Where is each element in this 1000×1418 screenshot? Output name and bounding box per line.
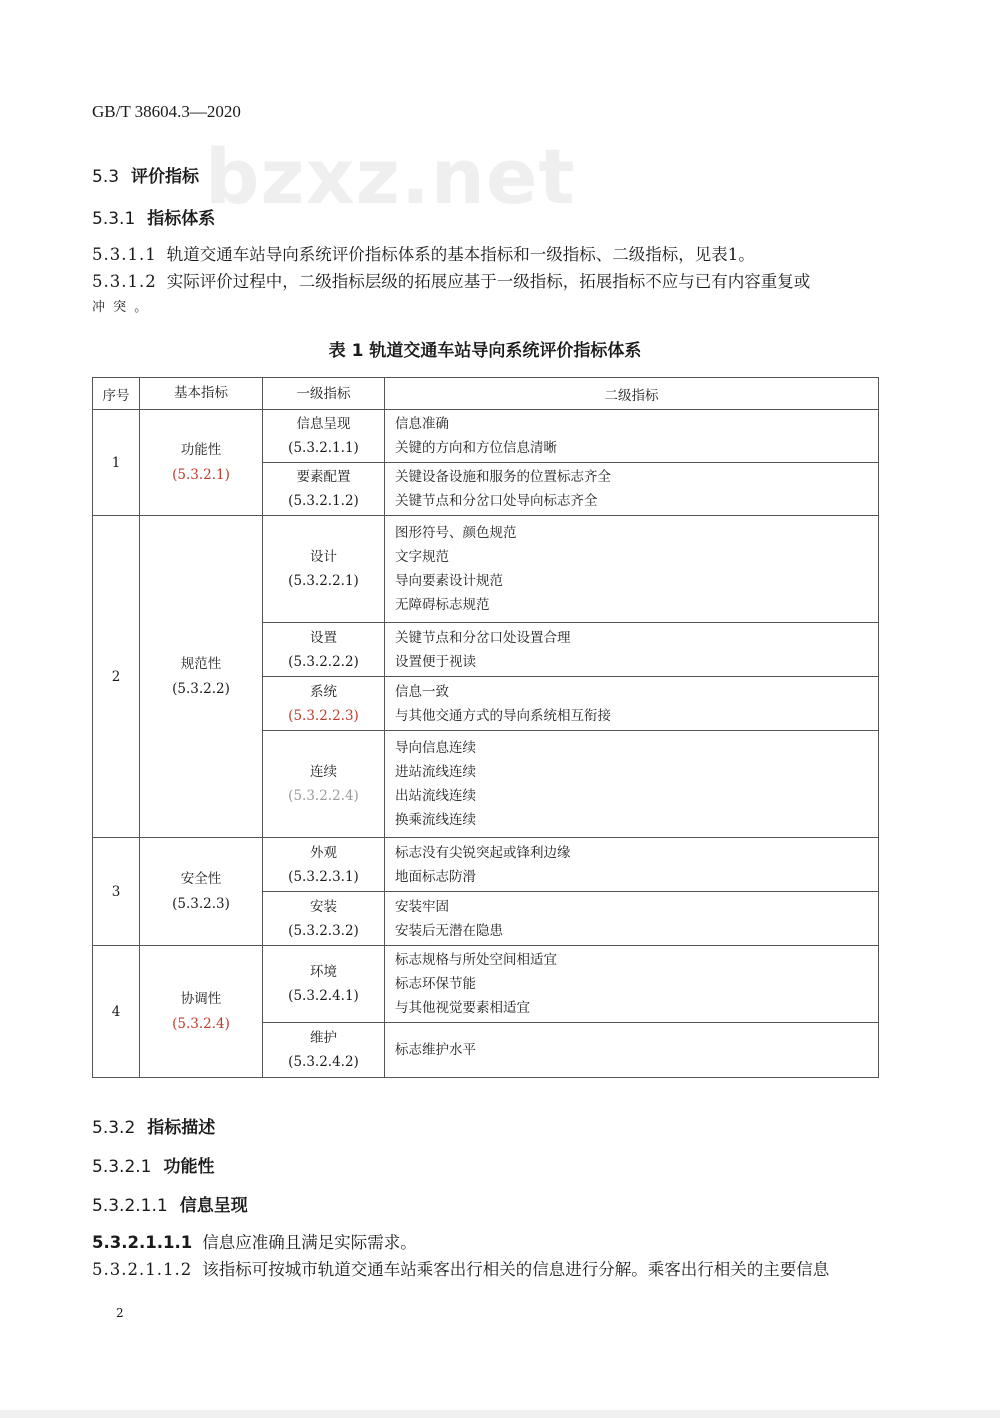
heading-5-3 (92, 162, 199, 187)
table-row (93, 410, 879, 463)
page-bottom-edge (0, 1410, 1000, 1418)
heading-number: 5.3 (92, 167, 120, 187)
heading-title: 指标描述 (147, 1118, 216, 1138)
heading-number: 5.3.2.1 (92, 1157, 152, 1177)
header-level1: 一级指标 (263, 378, 385, 410)
level1-ref: (5.3.2.4.2) (288, 1054, 359, 1070)
clause-5-3-2-1-1-2 (92, 1257, 882, 1283)
level2-item: 信息准确 (395, 416, 449, 432)
cell-basic (140, 410, 263, 516)
cell-level1 (263, 892, 385, 946)
cell-level2 (385, 946, 879, 1023)
header-level2: 二级指标 (385, 378, 879, 410)
level2-item: 出站流线连续 (395, 788, 476, 804)
cell-no: 4 (93, 946, 140, 1078)
heading-title: 指标体系 (147, 209, 216, 229)
level2-item: 文字规范 (395, 549, 449, 565)
cell-level2 (385, 1023, 879, 1078)
level1-name: 要素配置 (296, 469, 351, 485)
heading-number: 5.3.1 (92, 209, 136, 229)
clause-5-3-1-2 (92, 269, 882, 295)
cell-level1 (263, 623, 385, 677)
level2-item: 与其他交通方式的导向系统相互衔接 (395, 707, 611, 724)
level2-item: 无障碍标志规范 (395, 597, 490, 613)
level1-name: 设置 (310, 629, 337, 646)
cell-level1 (263, 410, 385, 463)
cell-level2 (385, 892, 879, 946)
level1-name: 外观 (310, 844, 337, 861)
level1-ref: (5.3.2.2.2) (288, 653, 359, 670)
watermark: bzxz.net (205, 132, 576, 221)
level1-ref: (5.3.2.3.2) (288, 922, 359, 939)
clause-text: 实际评价过程中，二级指标层级的拓展应基于一级指标，拓展指标不应与已有内容重复或 (166, 272, 811, 291)
indicator-table (92, 377, 879, 1078)
cell-level1 (263, 677, 385, 731)
cell-no: 3 (93, 838, 140, 946)
clause-5-3-1-2-continued: 冲 突 。 (92, 300, 150, 315)
heading-5-3-2-1-1 (92, 1191, 248, 1216)
level2-item: 标志维护水平 (395, 1042, 476, 1058)
cell-level1 (263, 838, 385, 892)
cell-level1 (263, 946, 385, 1023)
clause-text: 信息应准确且满足实际需求。 (202, 1233, 417, 1252)
level2-item: 安装牢固 (395, 898, 449, 915)
level2-item: 图形符号、颜色规范 (395, 525, 517, 541)
level1-name: 维护 (310, 1030, 337, 1046)
cell-basic (140, 838, 263, 946)
clause-number: 5.3.2.1.1.1 (92, 1233, 193, 1252)
clause-text: 该指标可按城市轨道交通车站乘客出行相关的信息进行分解。乘客出行相关的主要信息 (202, 1260, 830, 1279)
heading-5-3-1 (92, 204, 215, 229)
cell-level2 (385, 410, 879, 463)
table-row (93, 516, 879, 623)
cell-level1 (263, 516, 385, 623)
level1-ref: (5.3.2.3.1) (288, 868, 359, 885)
table-title: 表 1 轨道交通车站导向系统评价指标体系 (328, 341, 642, 361)
level2-item: 导向信息连续 (395, 740, 476, 756)
level2-item: 标志规格与所处空间相适宜 (395, 952, 557, 968)
cell-level2 (385, 677, 879, 731)
level1-ref: (5.3.2.1.2) (288, 493, 359, 509)
clause-text: 轨道交通车站导向系统评价指标体系的基本指标和一级指标、二级指标，见表1。 (166, 245, 755, 264)
heading-title: 评价指标 (131, 167, 200, 187)
cell-basic (140, 946, 263, 1078)
level1-name: 连续 (310, 764, 337, 780)
level1-ref: (5.3.2.4.1) (288, 988, 359, 1004)
cell-level2 (385, 731, 879, 838)
level2-item: 与其他视觉要素相适宜 (395, 1000, 530, 1016)
level2-item: 关键设备设施和服务的位置标志齐全 (395, 469, 611, 485)
level2-item: 关键的方向和方位信息清晰 (395, 440, 557, 456)
cell-level2 (385, 516, 879, 623)
cell-basic (140, 516, 263, 838)
clause-number: 5.3.1.2 (92, 272, 157, 291)
basic-ref: (5.3.2.2) (172, 680, 230, 697)
level2-item: 导向要素设计规范 (395, 573, 503, 589)
level1-name: 设计 (310, 549, 337, 565)
level1-name: 环境 (310, 964, 337, 980)
page-number: 2 (116, 1306, 124, 1320)
cell-level1 (263, 731, 385, 838)
table-row (93, 946, 879, 1023)
heading-5-3-2-1 (92, 1152, 214, 1177)
cell-no: 2 (93, 516, 140, 838)
heading-title: 信息呈现 (179, 1196, 248, 1216)
level1-ref: (5.3.2.2.1) (288, 573, 359, 589)
cell-level1 (263, 1023, 385, 1078)
basic-name: 安全性 (180, 870, 222, 887)
clause-number: 5.3.2.1.1.2 (92, 1260, 193, 1279)
level2-item: 设置便于视读 (395, 653, 476, 670)
basic-name: 功能性 (180, 441, 222, 458)
level1-name: 系统 (310, 683, 337, 700)
cell-level2 (385, 463, 879, 516)
level1-name: 安装 (310, 898, 337, 915)
basic-ref: (5.3.2.1) (172, 466, 230, 483)
level1-ref: (5.3.2.2.4) (288, 788, 359, 804)
level1-name: 信息呈现 (296, 416, 351, 432)
heading-number: 5.3.2.1.1 (92, 1196, 168, 1216)
basic-ref: (5.3.2.4) (172, 1015, 230, 1032)
table-row (93, 838, 879, 892)
level2-item: 标志环保节能 (395, 976, 476, 992)
clause-5-3-1-1 (92, 242, 882, 268)
header-no: 序号 (93, 378, 140, 410)
level2-item: 进站流线连续 (395, 764, 476, 780)
standard-number: GB/T 38604.3—2020 (92, 102, 241, 121)
level1-ref: (5.3.2.2.3) (288, 707, 359, 724)
cell-no: 1 (93, 410, 140, 516)
level2-item: 安装后无潜在隐患 (395, 922, 503, 939)
cell-level1 (263, 463, 385, 516)
level2-item: 信息一致 (395, 683, 449, 700)
basic-ref: (5.3.2.3) (172, 895, 230, 912)
level2-item: 换乘流线连续 (395, 812, 476, 828)
heading-5-3-2 (92, 1113, 215, 1138)
level2-item: 关键节点和分岔口处设置合理 (395, 629, 571, 646)
cell-level2 (385, 838, 879, 892)
cell-level2 (385, 623, 879, 677)
table-header-row (93, 378, 879, 410)
basic-name: 规范性 (180, 655, 222, 672)
header-basic: 基本指标 (140, 378, 263, 410)
basic-name: 协调性 (180, 990, 222, 1007)
level2-item: 标志没有尖锐突起或锋利边缘 (395, 844, 571, 861)
clause-5-3-2-1-1-1 (92, 1230, 882, 1256)
level2-item: 关键节点和分岔口处导向标志齐全 (395, 493, 598, 509)
level1-ref: (5.3.2.1.1) (288, 440, 359, 456)
heading-title: 功能性 (163, 1157, 215, 1177)
heading-number: 5.3.2 (92, 1118, 136, 1138)
clause-number: 5.3.1.1 (92, 245, 157, 264)
level2-item: 地面标志防滑 (395, 868, 476, 885)
